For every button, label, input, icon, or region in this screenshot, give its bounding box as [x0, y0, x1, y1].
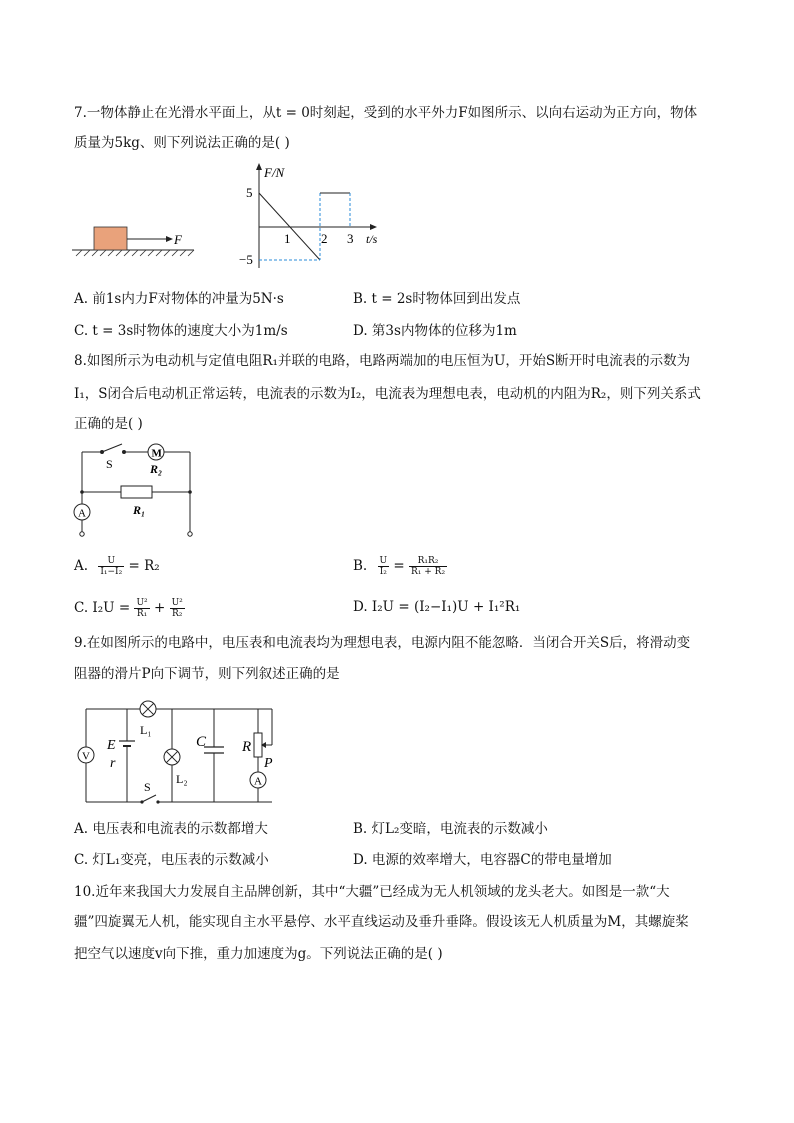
svg-text:A: A — [254, 775, 262, 788]
q8-option-b[interactable]: B. $\frac{U}{\text{I₂}}$ = $\frac{\text{R₁R₂}}{\text{R₁ + R₂}}$ — [353, 556, 446, 577]
q9-option-d[interactable]: D. 电源的效率增大，电容器C的带电量增加 — [353, 852, 612, 868]
switch-s — [102, 444, 122, 452]
force-label: F — [174, 232, 182, 247]
svg-text:R₁: R₁ — [133, 503, 146, 517]
svg-text:L₂: L₂ — [176, 772, 188, 786]
q8-option-d[interactable]: D. I₂U = (I₂−I₁)U + I₁²R₁ — [353, 599, 521, 615]
ground-hatching — [76, 250, 194, 256]
svg-text:V: V — [82, 750, 90, 763]
q7-force-time-graph — [232, 160, 392, 272]
q8-option-c[interactable]: C. I₂U = $\frac{\text{U²}}{\text{R₁}}$ + $\frac{\text{U²}}{\text{R₂}}$ — [74, 598, 183, 619]
x-tick-1: 1 — [284, 231, 291, 246]
switch-s — [142, 795, 156, 802]
q9-option-b[interactable]: B. 灯L₂变暗，电流表的示数减小 — [353, 821, 548, 837]
q9-option-c[interactable]: C. 灯L₁变亮，电压表的示数减小 — [74, 852, 269, 868]
y-axis-label: F/N — [264, 165, 285, 180]
svg-text:L₁: L₁ — [140, 723, 152, 737]
q8-option-a[interactable]: A. $\frac{U}{\text{I₁−I₂}}$ = R₂ — [74, 556, 160, 577]
q10-stem-line2: 疆”四旋翼无人机，能实现自主水平悬停、水平直线运动及垂升垂降。假设该无人机质量为M，其螺旋桨 — [74, 914, 689, 930]
x-tick-2: 2 — [321, 231, 328, 246]
q7-option-c[interactable]: C. t = 3s时物体的速度大小为1m/s — [74, 323, 288, 339]
svg-text:S: S — [106, 457, 113, 471]
svg-text:R₂: R₂ — [150, 462, 163, 476]
q8-stem-line2: I₁，S闭合后电动机正常运转，电流表的示数为I₂，电流表为理想电表，电动机的内阻为R₂，则下列关系式 — [74, 386, 701, 402]
x-tick-3: 3 — [347, 231, 354, 246]
q7-stem-line1: 7.一物体静止在光滑水平面上，从t = 0时刻起，受到的水平外力F如图所示、以向右运动为正方向，物体 — [74, 105, 698, 121]
q7-option-d[interactable]: D. 第3s内物体的位移为1m — [353, 323, 517, 339]
svg-text:S: S — [144, 780, 151, 794]
y-tick-pos: 5 — [246, 185, 253, 200]
q9-stem-line2: 阻器的滑片P向下调节，则下列叙述正确的是 — [74, 666, 340, 682]
resistor-r1 — [121, 486, 152, 498]
svg-text:R: R — [242, 739, 252, 755]
q7-option-b[interactable]: B. t = 2s时物体回到出发点 — [353, 291, 521, 307]
svg-text:C: C — [196, 734, 207, 750]
q9-circuit-figure — [72, 697, 282, 807]
x-axis-label: t/s — [366, 232, 378, 246]
svg-text:E: E — [107, 738, 116, 753]
svg-text:A: A — [78, 507, 86, 520]
y-tick-neg: −5 — [239, 252, 253, 267]
q9-option-a[interactable]: A. 电压表和电流表的示数都增大 — [74, 821, 268, 837]
q8-stem-line1: 8.如图所示为电动机与定值电阻R₁并联的电路，电路两端加的电压恒为U，开始S断开时电流表的示数为 — [74, 353, 691, 369]
q10-stem-line1: 10.近年来我国大力发展自主品牌创新，其中“大疆”已经成为无人机领域的龙头老大。如图是一款“大 — [74, 884, 670, 900]
q8-circuit-figure — [72, 440, 212, 542]
q8-stem-line3: 正确的是( ) — [74, 416, 143, 432]
q7-option-a[interactable]: A. 前1s内力F对物体的冲量为5N·s — [74, 291, 284, 307]
svg-text:r: r — [110, 756, 116, 771]
svg-text:M: M — [151, 447, 162, 460]
rheostat-r — [254, 733, 262, 757]
q9-stem-line1: 9.在如图所示的电路中，电压表和电流表均为理想电表，电源内阻不能忽略．当闭合开关S后，将滑动变 — [74, 635, 691, 651]
q7-stem-line2: 质量为5kg、则下列说法正确的是( ) — [74, 135, 290, 151]
q10-stem-line3: 把空气以速度v向下推，重力加速度为g。下列说法正确的是( ) — [74, 946, 443, 962]
svg-text:P: P — [264, 756, 273, 771]
q7-block-figure — [70, 220, 200, 262]
block — [94, 227, 127, 250]
